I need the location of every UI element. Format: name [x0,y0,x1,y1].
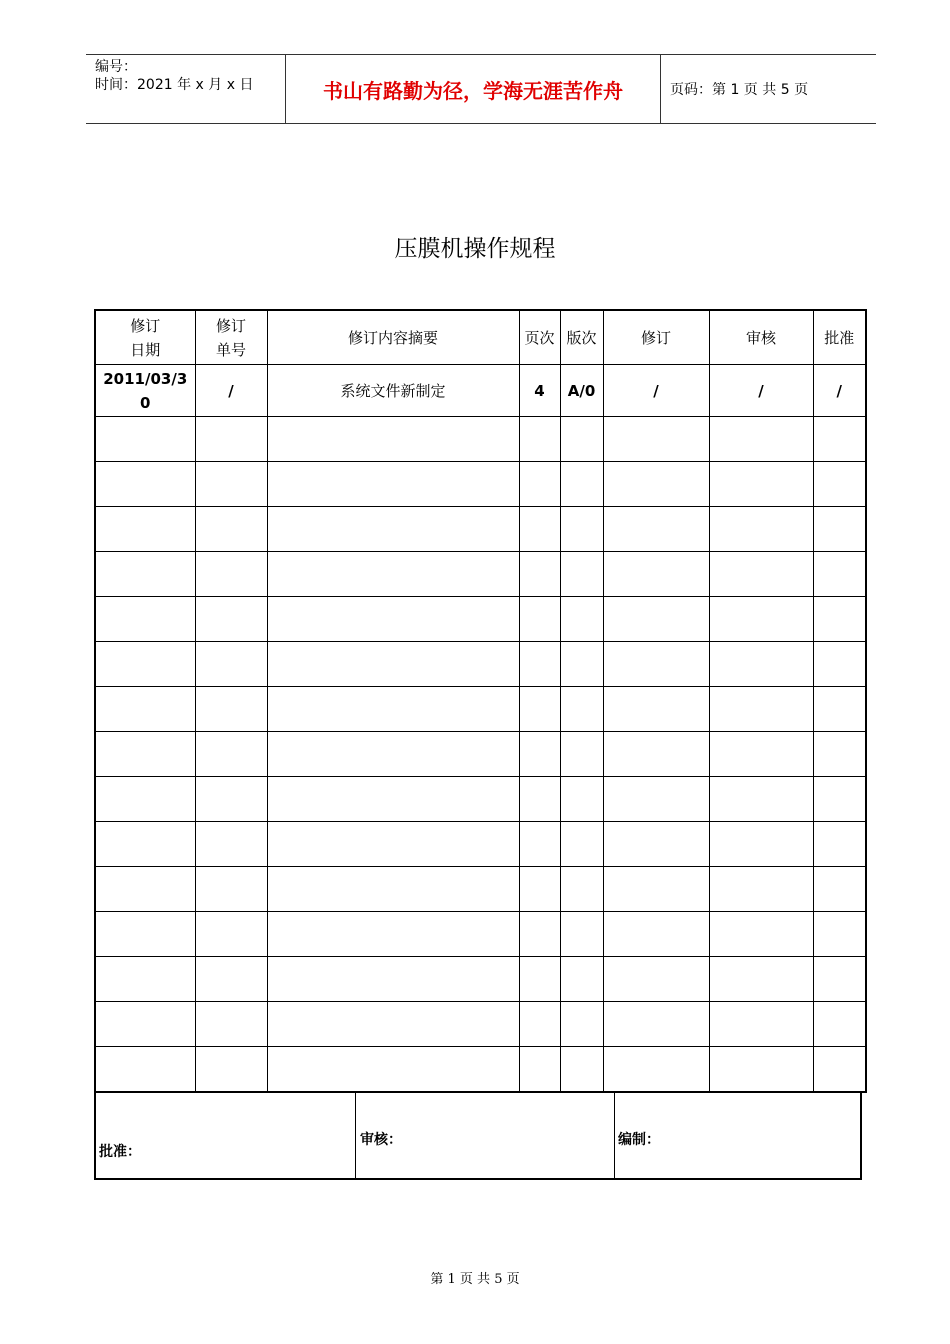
empty-cell [95,956,195,1001]
empty-cell [519,867,560,912]
empty-cell [709,597,813,642]
empty-cell [195,597,267,642]
empty-cell [519,597,560,642]
empty-cell [560,507,603,552]
table-row [95,956,866,1001]
empty-cell [95,462,195,507]
table-header-row [95,310,866,365]
empty-cell [267,417,519,462]
empty-cell [195,867,267,912]
empty-cell [95,822,195,867]
empty-cell [267,642,519,687]
empty-cell [95,687,195,732]
cell-review: / [709,365,813,417]
cell-number: / [195,365,267,417]
empty-cell [813,956,866,1001]
empty-cell [95,597,195,642]
cell-summary: 系统文件新制定 [267,365,519,417]
empty-cell [603,867,709,912]
empty-cell [603,777,709,822]
page-footer: 第 1 页 共 5 页 [430,1272,520,1287]
empty-cell [709,822,813,867]
empty-cell [519,956,560,1001]
empty-cell [560,867,603,912]
empty-cell [813,911,866,956]
empty-cell [519,732,560,777]
empty-cell [709,462,813,507]
empty-cell [95,417,195,462]
empty-cell [603,462,709,507]
empty-cell [560,417,603,462]
empty-cell [519,1001,560,1046]
empty-cell [560,642,603,687]
table-row [95,822,866,867]
empty-cell [709,642,813,687]
empty-cell [267,552,519,597]
header-pages: 页次 [519,310,560,365]
empty-cell [813,777,866,822]
header-page-info: 页码：第 1 页 共 5 页 [670,82,809,98]
empty-cell [603,1001,709,1046]
empty-cell [709,1046,813,1092]
empty-cell [267,822,519,867]
empty-cell [195,956,267,1001]
empty-cell [813,552,866,597]
document-header [86,54,876,124]
empty-cell [267,507,519,552]
empty-cell [519,822,560,867]
empty-cell [267,1046,519,1092]
table-row [95,365,866,417]
header-revision-number: 修订 单号 [195,310,267,365]
empty-cell [95,732,195,777]
empty-cell [603,1046,709,1092]
empty-cell [813,642,866,687]
empty-cell [95,777,195,822]
table-row [95,642,866,687]
empty-cell [603,687,709,732]
empty-cell [560,597,603,642]
empty-cell [603,597,709,642]
signoff-box [94,1093,862,1180]
empty-cell [95,911,195,956]
empty-cell [267,867,519,912]
header-approve: 批准 [813,310,866,365]
table-row [95,417,866,462]
empty-cell [603,822,709,867]
empty-cell [195,462,267,507]
approve-cell [96,1093,356,1178]
empty-cell [709,911,813,956]
empty-cell [709,732,813,777]
empty-cell [519,777,560,822]
empty-cell [267,777,519,822]
table-row [95,911,866,956]
empty-cell [709,1001,813,1046]
empty-cell [813,822,866,867]
empty-cell [267,687,519,732]
empty-cell [603,417,709,462]
empty-cell [195,552,267,597]
empty-cell [519,911,560,956]
empty-cell [603,552,709,597]
empty-cell [267,732,519,777]
empty-cell [813,732,866,777]
empty-cell [560,732,603,777]
empty-cell [195,1001,267,1046]
empty-cell [813,462,866,507]
empty-cell [560,956,603,1001]
empty-cell [195,1046,267,1092]
empty-cell [519,507,560,552]
empty-cell [195,507,267,552]
cell-revise: / [603,365,709,417]
empty-cell [195,777,267,822]
header-revision-date: 修订 日期 [95,310,195,365]
empty-cell [267,597,519,642]
compile-cell [615,1093,862,1178]
empty-cell [709,552,813,597]
header-summary: 修订内容摘要 [267,310,519,365]
review-cell [356,1093,615,1178]
header-revise: 修订 [603,310,709,365]
header-version: 版次 [560,310,603,365]
empty-cell [560,1046,603,1092]
blank-rows [95,417,866,1092]
empty-cell [560,462,603,507]
empty-cell [519,552,560,597]
empty-cell [813,687,866,732]
empty-cell [709,687,813,732]
empty-cell [519,462,560,507]
review-label: 审核： [360,1132,402,1148]
cell-date: 2011/03/3 0 [95,365,195,417]
empty-cell [813,417,866,462]
empty-cell [709,417,813,462]
empty-cell [603,911,709,956]
empty-cell [603,956,709,1001]
empty-cell [95,1001,195,1046]
empty-cell [560,1001,603,1046]
cell-version: A/0 [560,365,603,417]
header-meta [86,55,286,123]
empty-cell [195,687,267,732]
empty-cell [195,911,267,956]
empty-cell [813,1001,866,1046]
cell-pages: 4 [519,365,560,417]
empty-cell [95,867,195,912]
empty-cell [267,911,519,956]
table-row [95,462,866,507]
table-row [95,597,866,642]
empty-cell [519,417,560,462]
empty-cell [267,956,519,1001]
empty-cell [560,822,603,867]
empty-cell [95,1046,195,1092]
table-row [95,1001,866,1046]
approve-label: 批准： [99,1144,141,1160]
table-row [95,1046,866,1092]
empty-cell [95,642,195,687]
empty-cell [813,1046,866,1092]
empty-cell [195,732,267,777]
table-row [95,867,866,912]
empty-cell [519,1046,560,1092]
table-row [95,732,866,777]
empty-cell [813,507,866,552]
empty-cell [603,642,709,687]
empty-cell [95,552,195,597]
empty-cell [813,597,866,642]
empty-cell [603,732,709,777]
empty-cell [560,911,603,956]
document-title: 压膜机操作规程 [394,236,556,262]
empty-cell [603,507,709,552]
header-review: 审核 [709,310,813,365]
time-label: 时间：2021 年 x 月 x 日 [95,77,254,93]
empty-cell [519,687,560,732]
empty-cell [195,822,267,867]
revision-table [94,309,867,1093]
empty-cell [709,956,813,1001]
cell-approve: / [813,365,866,417]
empty-cell [95,507,195,552]
empty-cell [195,642,267,687]
empty-cell [709,777,813,822]
table-row [95,507,866,552]
table-row [95,687,866,732]
empty-cell [560,687,603,732]
code-label: 编号： [95,59,137,75]
table-row [95,777,866,822]
compile-label: 编制： [618,1132,660,1148]
empty-cell [267,462,519,507]
empty-cell [195,417,267,462]
empty-cell [560,552,603,597]
empty-cell [519,642,560,687]
empty-cell [267,1001,519,1046]
empty-cell [709,507,813,552]
empty-cell [560,777,603,822]
table-row [95,552,866,597]
empty-cell [709,867,813,912]
empty-cell [813,867,866,912]
header-motto: 书山有路勤为径，学海无涯苦作舟 [286,55,661,123]
